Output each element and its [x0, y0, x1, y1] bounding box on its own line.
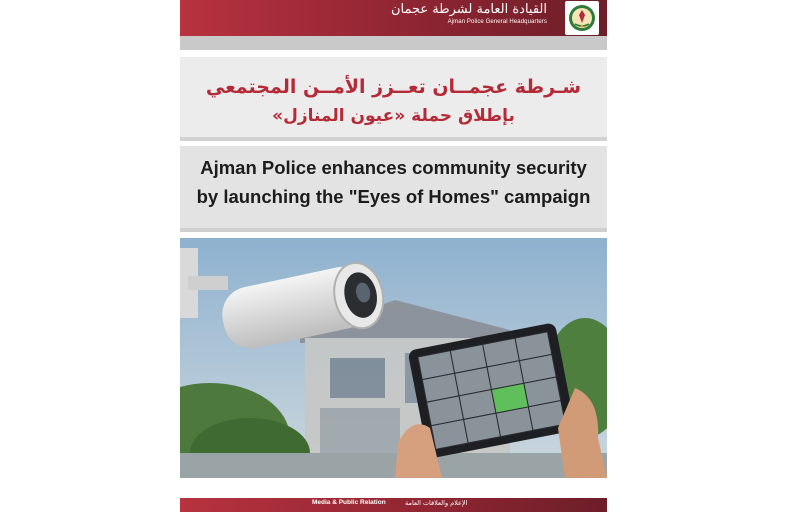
brand-block — [391, 2, 547, 26]
footer-department-ar: الإعلام والعلاقات العامة — [405, 499, 468, 507]
ajman-police-emblem-icon — [565, 1, 599, 35]
arabic-title-panel — [180, 57, 607, 141]
header-divider — [180, 36, 607, 50]
campaign-photo — [180, 238, 607, 478]
footer-department-en: Media & Public Relation — [312, 499, 386, 506]
arabic-title-line-1: شـرطة عجمــان تعــزز الأمــن المجتمعي — [205, 76, 582, 98]
header-bar — [180, 0, 607, 36]
english-title-line-1: Ajman Police enhances community security — [200, 157, 587, 178]
english-title-panel — [180, 146, 607, 232]
news-poster — [180, 0, 607, 512]
footer-bar — [180, 498, 607, 512]
english-title-line-2: by launching the "Eyes of Homes" campaign — [196, 186, 591, 207]
arabic-title-line-2: بإطلاق حملة «عيون المنازل» — [272, 106, 515, 126]
brand-arabic-name: القيادة العامة لشرطة عجمان — [391, 2, 547, 17]
brand-english-name: Ajman Police General Headquarters — [447, 19, 547, 25]
footer-spacer — [180, 483, 607, 498]
